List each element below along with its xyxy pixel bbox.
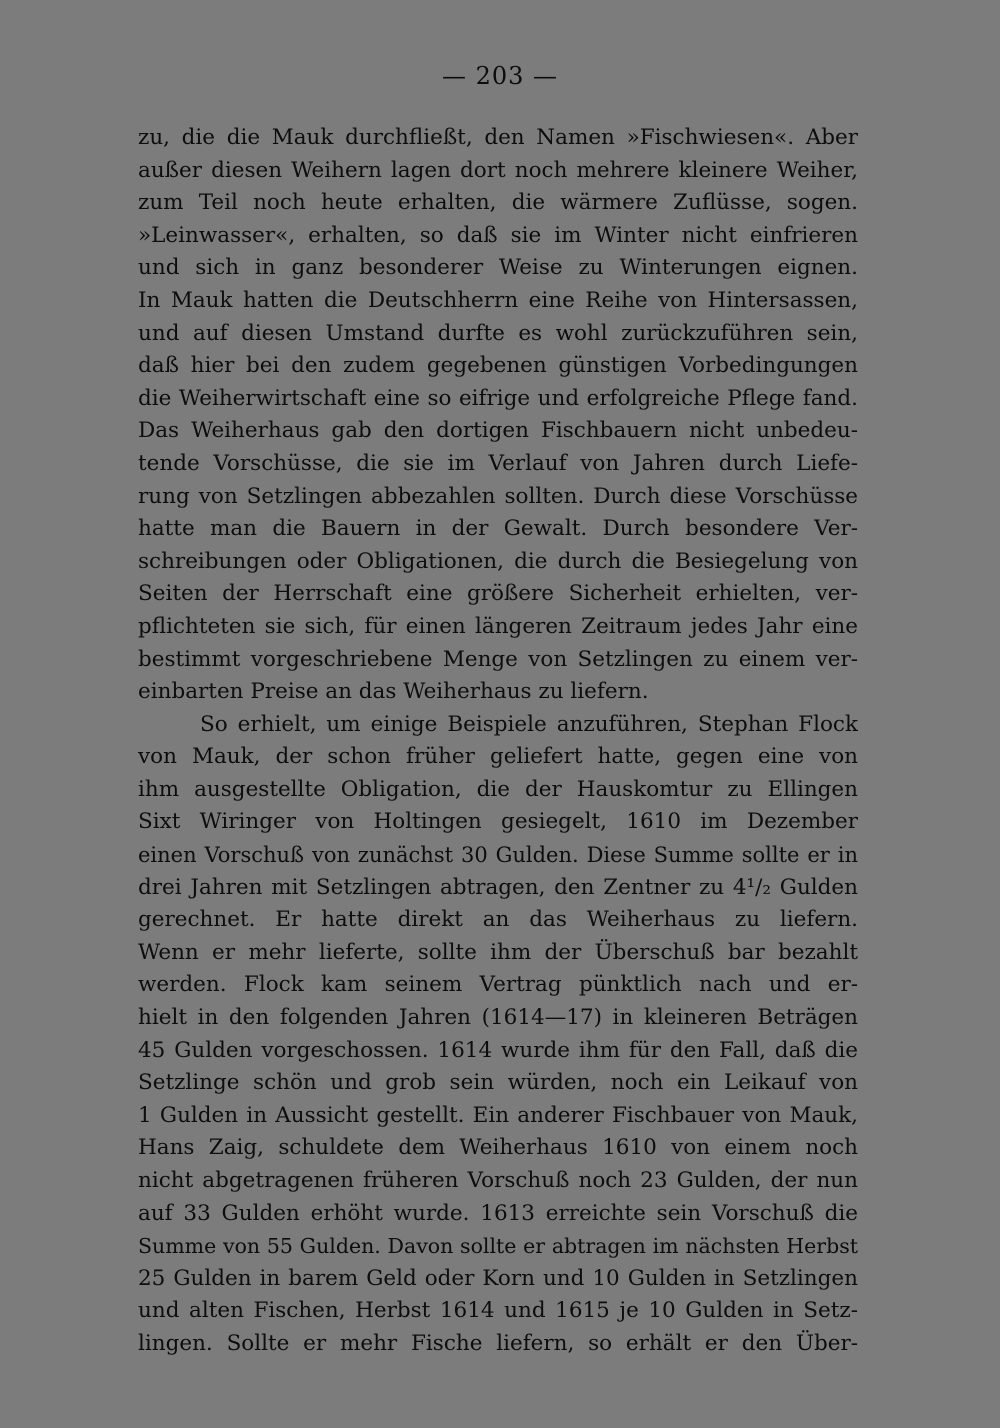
text-line: gerechnet. Er hatte direkt an das Weiherhaus zu liefern.: [138, 907, 858, 933]
text-line: daß hier bei den zudem gegebenen günstigen Vorbedingungen: [138, 353, 858, 379]
text-line: Sixt Wiringer von Holtingen gesiegelt, 1610 im Dezember: [138, 809, 858, 835]
text-line: ihm ausgestellte Obligation, die der Hauskomtur zu Ellingen: [138, 776, 858, 802]
text-line: die Weiherwirtschaft eine so eifrige und erfolgreiche Pflege fand.: [138, 385, 858, 411]
text-line: Setzlinge schön und grob sein würden, noch ein Leikauf von: [138, 1070, 858, 1096]
text-line: Das Weiherhaus gab den dortigen Fischbauern nicht unbedeu-: [138, 418, 858, 444]
text-line: »Leinwasser«, erhalten, so daß sie im Winter nicht einfrieren: [138, 222, 858, 248]
text-line: 45 Gulden vorgeschossen. 1614 wurde ihm für den Fall, daß die: [138, 1037, 858, 1063]
page-number: — 203 —: [441, 62, 559, 90]
text-line: tende Vorschüsse, die sie im Verlauf von Jahren durch Liefe-: [138, 450, 858, 476]
text-line: einbarten Preise an das Weiherhaus zu liefern.: [138, 679, 649, 705]
text-line: hielt in den folgenden Jahren (1614—17) in kleineren Beträgen: [138, 1005, 858, 1031]
text-line: und alten Fischen, Herbst 1614 und 1615 je 10 Gulden in Setz-: [138, 1298, 858, 1324]
text-line: In Mauk hatten die Deutschherrn eine Reihe von Hintersassen,: [138, 287, 858, 313]
text-line: drei Jahren mit Setzlingen abtragen, den Zentner zu 4¹/₂ Gulden: [138, 874, 858, 900]
text-line: und auf diesen Umstand durfte es wohl zurückzuführen sein,: [138, 320, 858, 346]
text-line: lingen. Sollte er mehr Fische liefern, so erhält er den Über-: [138, 1330, 858, 1356]
text-line: Summe von 55 Gulden. Davon sollte er abtragen im nächsten Herbst: [138, 1234, 858, 1259]
text-line: 25 Gulden in barem Geld oder Korn und 10 Gulden in Setzlingen: [138, 1265, 858, 1291]
text-line: Wenn er mehr lieferte, sollte ihm der Überschuß bar bezahlt: [138, 939, 858, 965]
text-line: von Mauk, der schon früher geliefert hatte, gegen eine von: [138, 744, 858, 770]
text-line: und sich in ganz besonderer Weise zu Winterungen eignen.: [138, 255, 858, 281]
text-line: einen Vorschuß von zunächst 30 Gulden. Diese Summe sollte er in: [138, 843, 858, 868]
text-line: So erhielt, um einige Beispiele anzuführen, Stephan Flock: [200, 711, 858, 737]
text-line: Seiten der Herrschaft eine größere Sicherheit erhielten, ver-: [138, 581, 858, 607]
text-line: bestimmt vorgeschriebene Menge von Setzlingen zu einem ver-: [138, 646, 858, 672]
text-line: zu, die die Mauk durchfließt, den Namen »Fischwiesen«. Aber: [138, 125, 858, 150]
text-line: außer diesen Weihern lagen dort noch mehrere kleinere Weiher,: [138, 157, 858, 183]
text-line: Hans Zaig, schuldete dem Weiherhaus 1610 von einem noch: [138, 1135, 858, 1161]
text-line: rung von Setzlingen abbezahlen sollten. Durch diese Vorschüsse: [138, 483, 858, 509]
text-line: pflichteten sie sich, für einen längeren Zeitraum jedes Jahr eine: [138, 613, 858, 639]
text-line: werden. Flock kam seinem Vertrag pünktlich nach und er-: [138, 972, 858, 998]
text-line: 1 Gulden in Aussicht gestellt. Ein anderer Fischbauer von Mauk,: [138, 1102, 858, 1128]
text-line: schreibungen oder Obligationen, die durch die Besiegelung von: [138, 548, 858, 574]
text-line: auf 33 Gulden erhöht wurde. 1613 erreichte sein Vorschuß die: [138, 1200, 858, 1226]
text-line: zum Teil noch heute erhalten, die wärmere Zuflüsse, sogen.: [138, 190, 858, 216]
text-line: nicht abgetragenen früheren Vorschuß noch 23 Gulden, der nun: [138, 1168, 858, 1193]
body-text: [138, 122, 858, 1361]
text-line: hatte man die Bauern in der Gewalt. Durch besondere Ver-: [138, 516, 858, 542]
